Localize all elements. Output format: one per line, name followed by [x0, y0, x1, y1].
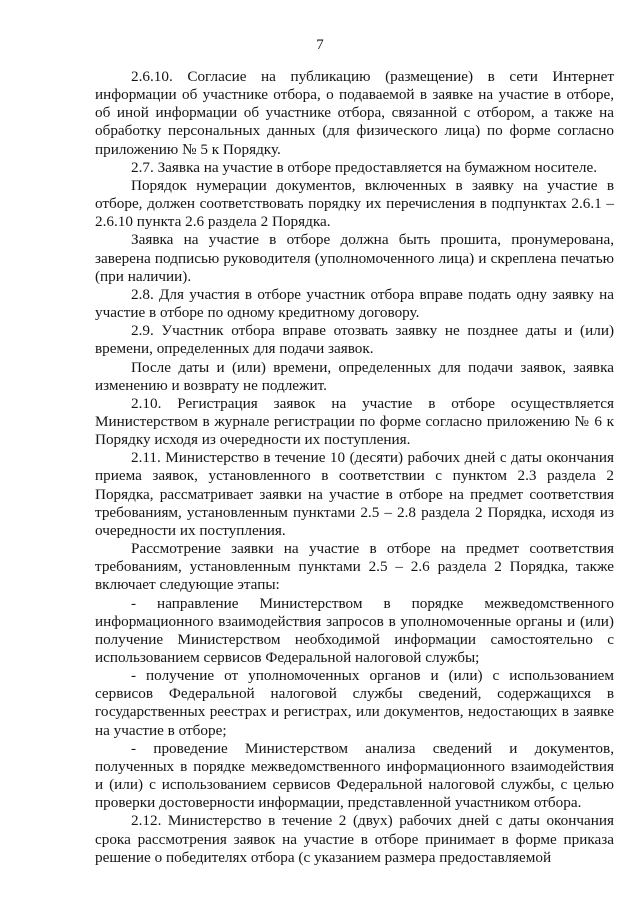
list-item-requests: - направление Министерством в порядке межведомственного информационного взаимодействия запросов в уполномоченные органы и (или) получение Министерством необходимой информации самостоятельно с использованием сервисов Федеральной налоговой службы; [95, 594, 614, 666]
page-number: 7 [316, 37, 324, 53]
paragraph-2-8: 2.8. Для участия в отборе участник отбора вправе подать одну заявку на участие в отборе по одному кредитному договору. [95, 285, 614, 322]
list-item-receiving-info: - получение от уполномоченных органов и (или) с использованием сервисов Федеральной налоговой службы сведений, содержащихся в государственных реестрах и регистрах, или документов, недостающих в заявке на участие в отборе; [95, 667, 614, 739]
paragraph-no-return: После даты и (или) времени, определенных для подачи заявок, заявка изменению и возврату не подлежит. [95, 358, 614, 394]
list-item-analysis: - проведение Министерством анализа сведений и документов, полученных в порядке межведомственного информационного взаимодействия и (или) с использованием сервисов Федеральной налоговой службы, с целью проверки достоверности информации, представленной участником отбора. [95, 739, 614, 812]
paragraph-2-6-10: 2.6.10. Согласие на публикацию (размещение) в сети Интернет информации об участнике отбора, о подаваемой в заявке на участие в отборе, об иной информации об участнике отбора, связанной с отбором, а также на обработку персональных данных (для физического лица) по форме согласно приложению № 5 к Порядку. [95, 68, 614, 158]
paragraph-2-7: 2.7. Заявка на участие в отборе предоставляется на бумажном носителе. [131, 158, 598, 176]
paragraph-2-12: 2.12. Министерство в течение 2 (двух) рабочих дней с даты окончания срока рассмотрения заявок на участие в отборе принимает в форме приказа решение о победителях отбора (с указанием размера предоставляемой [95, 812, 614, 866]
paragraph-numbering-order: Порядок нумерации документов, включенных в заявку на участие в отборе, должен соответствовать порядку их перечисления в подпунктах 2.6.1 – 2.6.10 пункта 2.6 раздела 2 Порядка. [95, 176, 614, 231]
paragraph-2-11: 2.11. Министерство в течение 10 (десяти) рабочих дней с даты окончания приема заявок, установленного в соответствии с пунктом 2.3 раздела 2 Порядка, рассматривает заявки на участие в отборе на предмет соответствия требованиям, установленным пунктами 2.5 – 2.8 раздела 2 Порядка, исходя из очередности их поступления. [95, 449, 614, 539]
paragraph-2-10: 2.10. Регистрация заявок на участие в отборе осуществляется Министерством в журнале регистрации по форме согласно приложению № 6 к Порядку исходя из очередности их поступления. [95, 394, 614, 449]
paragraph-2-9: 2.9. Участник отбора вправе отозвать заявку не позднее даты и (или) времени, определенных для подачи заявок. [95, 322, 614, 358]
paragraph-binding-requirements: Заявка на участие в отборе должна быть прошита, пронумерована, заверена подписью руководителя (уполномоченного лица) и скреплена печатью (при наличии). [95, 231, 614, 285]
document-body [95, 68, 614, 867]
paragraph-review-stages: Рассмотрение заявки на участие в отборе на предмет соответствия требованиям, установленным пунктами 2.5 – 2.6 раздела 2 Порядка, также включает следующие этапы: [95, 540, 614, 594]
